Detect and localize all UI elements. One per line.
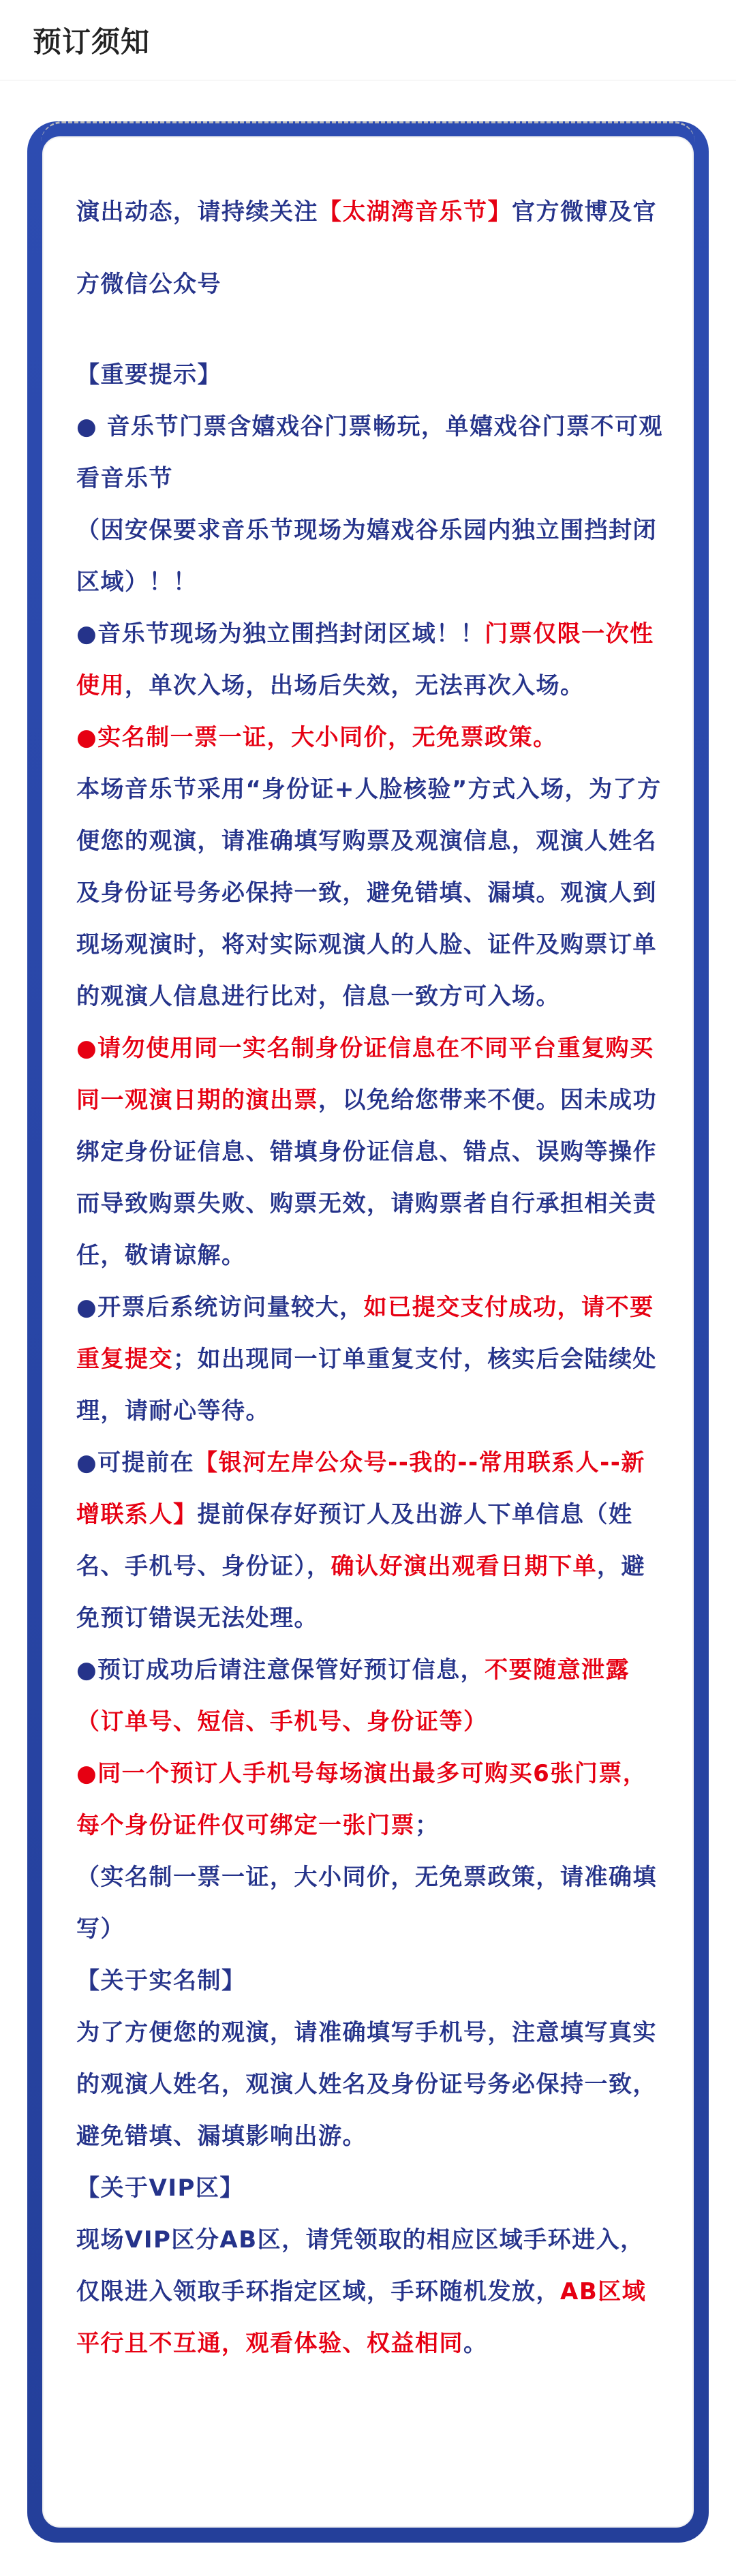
page-title: 预订须知 [33,25,151,59]
tip-2: ●音乐节现场为独立围挡封闭区域！！门票仅限一次性使用，单次入场，出场后失效，无法再次入场。 [76,620,654,699]
tip-1: ● 音乐节门票含嬉戏谷门票畅玩，单嬉戏谷门票不可观看音乐节 [76,413,664,492]
vip-title: 【关于VIP区】 [76,2175,244,2202]
tip-3-body: 本场音乐节采用“身份证+人脸核验”方式入场，为了方便您的观演，请准确填写购票及观演信息，观演人姓名及身份证号务必保持一致，避免错填、漏填。观演人到现场观演时，将对实际观演人的人脸、证件及购票订单的观演人信息进行比对，信息一致方可入场。 [76,776,662,1010]
card-dashed-edge [41,121,695,142]
tip-8: ●同一个预订人手机号每场演出最多可购买6张门票，每个身份证件仅可绑定一张门票； [76,1760,647,1839]
tip-1-note: （因安保要求音乐节现场为嬉戏谷乐园内独立围挡封闭区域）！！ [76,517,657,596]
vip-body: 现场VIP区分AB区，请凭领取的相应区域手环进入，仅限进入领取手环指定区域，手环随机发放，AB区域平行且不互通，观看体验、权益相同。 [76,2226,647,2357]
tip-6: ●可提前在【银河左岸公众号--我的--常用联系人--新增联系人】提前保存好预订人及出游人下单信息（姓名、手机号、身份证），确认好演出观看日期下单，避免预订错误无法处理。 [76,1449,645,1632]
tip-4: ●请勿使用同一实名制身份证信息在不同平台重复购买同一观演日期的演出票，以免给您带来不便。因未成功绑定身份证信息、错填身份证信息、错点、误购等操作而导致购票失败、购票无效，请购票者自行承担相关责任，敬请谅解。 [76,1035,657,1269]
intro-text-2: 官方微博及官方微信公众号 [76,198,657,298]
notice-content [76,176,668,2369]
page-header [0,0,736,80]
realname-body: 为了方便您的观演，请准确填写手机号，注意填写真实的观演人姓名，观演人姓名及身份证号务必保持一致，避免错填、漏填影响出游。 [76,2019,657,2150]
tip-8-note: （实名制一票一证，大小同价，无免票政策，请准确填写） [76,1864,657,1943]
intro-text-1: 演出动态，请持续关注 [76,198,318,226]
tip-3-title: ●实名制一票一证，大小同价，无免票政策。 [76,724,557,751]
important-title: 【重要提示】 [76,361,221,389]
festival-name: 【太湖湾音乐节】 [318,198,512,226]
notice-card [27,121,709,2543]
tip-5: ●开票后系统访问量较大，如已提交支付成功，请不要重复提交；如出现同一订单重复支付，核实后会陆续处理，请耐心等待。 [76,1294,657,1425]
tip-7: ●预订成功后请注意保管好预订信息，不要随意泄露（订单号、短信、手机号、身份证等） [76,1656,630,1736]
intro-paragraph [76,176,668,320]
realname-title: 【关于实名制】 [76,1967,246,1995]
